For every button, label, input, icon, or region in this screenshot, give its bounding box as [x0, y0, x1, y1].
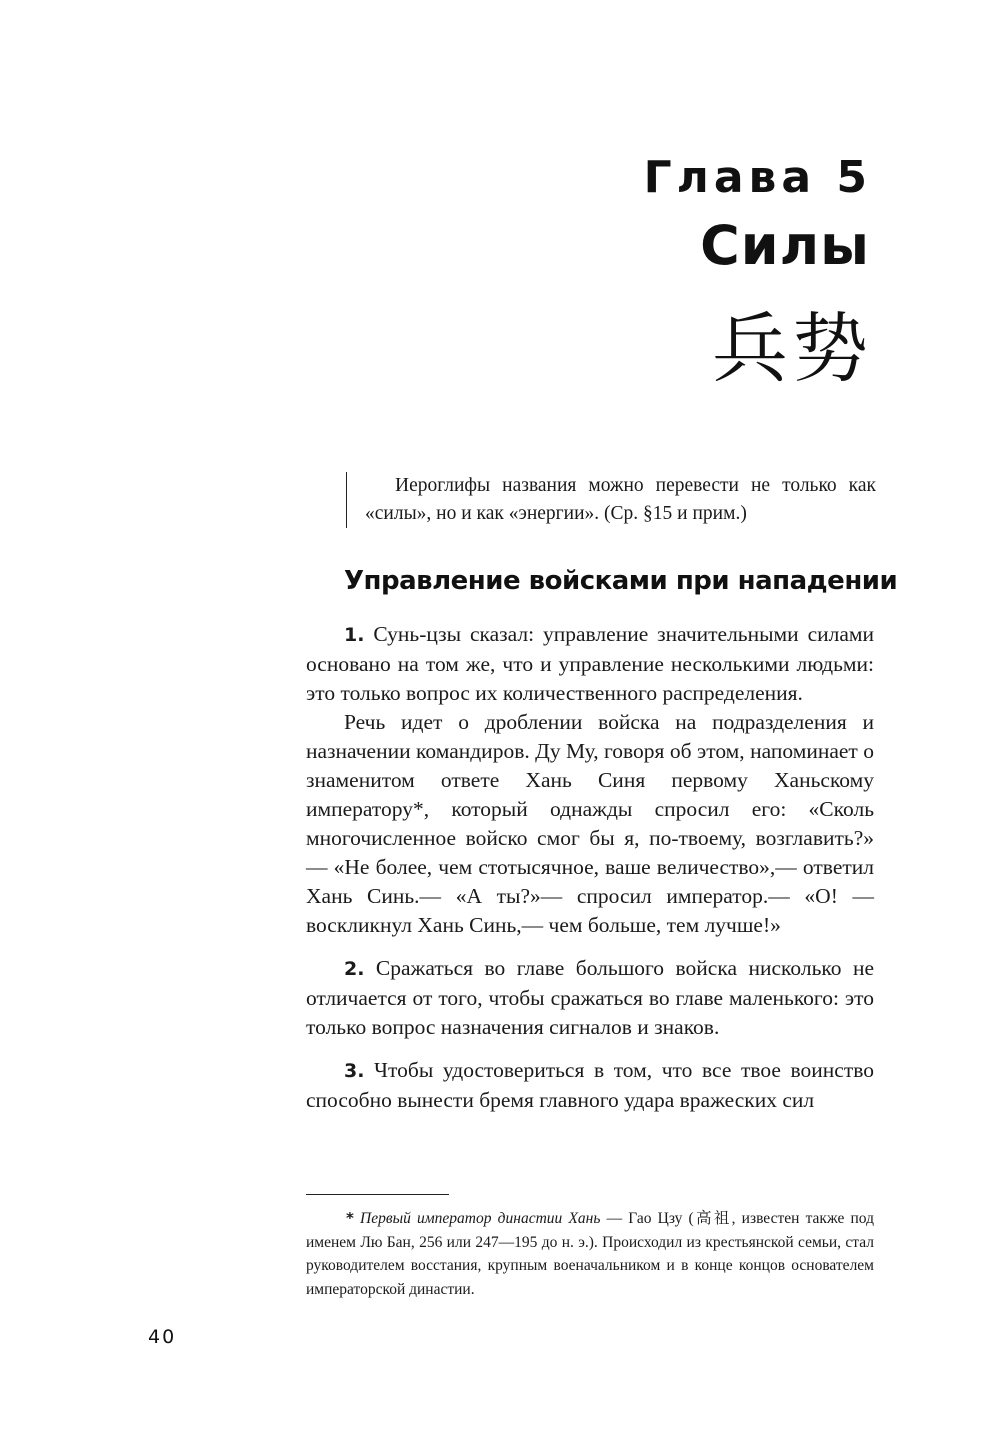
chapter-title: Силы — [700, 214, 870, 277]
footnote-divider — [306, 1194, 449, 1195]
chapter-label: Глава 5 — [643, 152, 872, 203]
paragraph-text: Сунь-цзы сказал: управление значительными силами основано на том же, что и управление несколькими людьми: это только вопрос их количественного распределения. — [306, 622, 874, 705]
paragraph-number: 3. — [344, 1060, 365, 1082]
paragraph-number: 2. — [344, 958, 365, 980]
page-number: 40 — [148, 1326, 177, 1348]
paragraph-2 — [306, 954, 874, 1042]
paragraph-3 — [306, 1056, 874, 1115]
paragraph-text: Сражаться во главе большого войска нисколько не отличается от того, чтобы сражаться во главе маленького: это только вопрос назначения сигналов и знаков. — [306, 956, 874, 1039]
chapter-hanzi-title: 兵势 — [712, 304, 872, 393]
commentary-paragraph: Речь идет о дроблении войска на подразделения и назначении командиров. Ду Му, говоря об этом, напоминает о знаменитом ответе Хань Синя первому Ханьскому императору*, который однажды спросил его: «Сколь многочисленное войско смог бы я, по-твоему, возглавить?» — «Не более, чем стотысячное, ваше величество»,— ответил Хань Синь.— «А ты?»— спросил император.— «О! — воскликнул Хань Синь,— чем больше, тем лучше!» — [306, 710, 874, 937]
footnote — [306, 1207, 874, 1301]
body-text — [306, 620, 874, 1115]
footnote-term: Первый император династии Хань — [360, 1210, 601, 1227]
footnote-text: — Гао Цзу (高祖, известен также под именем Лю Бан, 256 или 247—195 до н. э.). Происходил из крестьянской семьи, стал руководителем восстания, крупным военачальником и в конце концов основателем императорской династии. — [306, 1210, 874, 1298]
epigraph: Иероглифы названия можно перевести не только как «силы», но и как «энергии». (Ср. §15 и прим.) — [346, 472, 876, 528]
paragraph-number: 1. — [344, 624, 365, 646]
paragraph-text: Чтобы удостовериться в том, что все твое воинство способно вынести бремя главного удара вражеских сил — [306, 1058, 874, 1112]
section-heading: Управление войсками при нападении — [344, 566, 898, 596]
paragraph-1 — [306, 620, 874, 708]
footnote-mark: * — [346, 1209, 354, 1227]
